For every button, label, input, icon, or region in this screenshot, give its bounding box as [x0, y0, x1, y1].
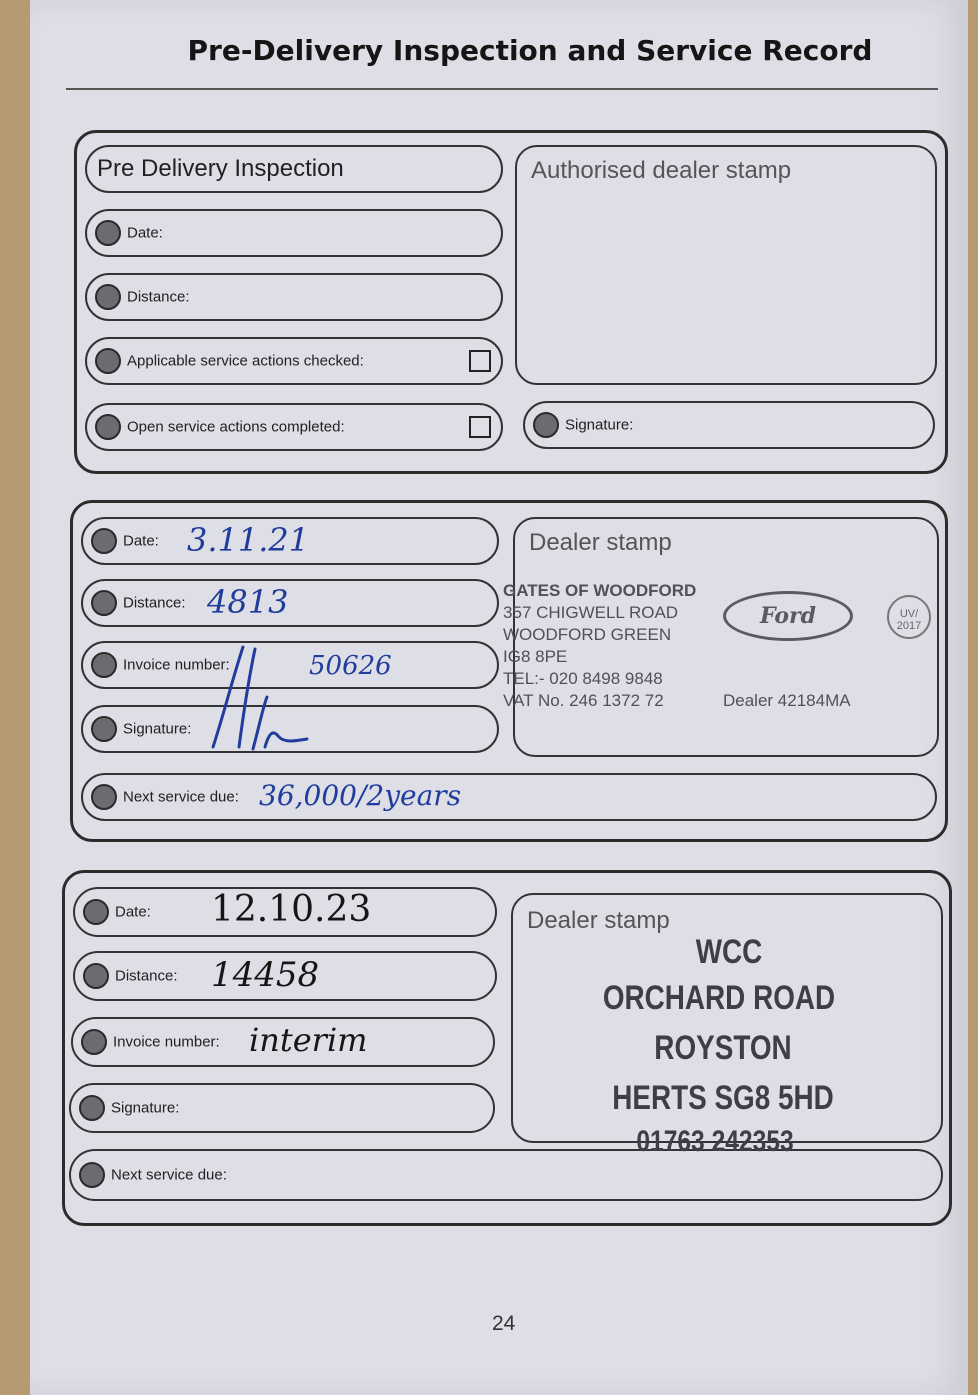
- service2-dealer-stamp-box: [511, 893, 943, 1158]
- service2-signature-label: Signature:: [111, 1099, 180, 1117]
- stamp-dealer-number: Dealer 42184MA: [723, 691, 851, 710]
- title-rule: [66, 88, 938, 90]
- service2-signature-field[interactable]: [69, 1083, 495, 1133]
- service1-signature-label: Signature:: [123, 720, 192, 738]
- stamp-line: WCC: [695, 933, 763, 971]
- service-actions-checkbox[interactable]: [469, 350, 491, 372]
- service-record-1: [70, 500, 948, 842]
- authorised-dealer-stamp-title: Authorised dealer stamp: [531, 157, 792, 184]
- bullet-icon: [83, 899, 109, 925]
- service2-date-value: 12.10.23: [211, 889, 372, 930]
- bullet-icon: [91, 590, 117, 616]
- service2-distance-field[interactable]: [73, 951, 497, 1001]
- page-title: Pre-Delivery Inspection and Service Record: [187, 34, 873, 67]
- pdi-distance-field[interactable]: [85, 273, 503, 321]
- ford-logo: Ford: [723, 591, 853, 641]
- bullet-icon: [79, 1095, 105, 1121]
- pdi-service-actions-field: [85, 337, 503, 385]
- stamp-line: 357 CHIGWELL ROAD: [503, 603, 679, 622]
- bullet-icon: [91, 716, 117, 742]
- pdi-signature-label: Signature:: [565, 416, 634, 434]
- bullet-icon: [95, 348, 121, 374]
- bullet-icon: [533, 412, 559, 438]
- service1-stamp-title: Dealer stamp: [529, 529, 672, 556]
- pdi-open-actions-label: Open service actions completed:: [127, 418, 345, 436]
- pdi-heading: [85, 145, 503, 193]
- service1-date-field[interactable]: [81, 517, 499, 565]
- service1-invoice-value: 50626: [309, 651, 392, 681]
- bullet-icon: [95, 414, 121, 440]
- open-actions-checkbox[interactable]: [469, 416, 491, 438]
- service1-distance-label: Distance:: [123, 594, 186, 612]
- authorised-dealer-stamp-box: [515, 145, 937, 385]
- service-record-page: [30, 0, 968, 1395]
- service2-date-field[interactable]: [73, 887, 497, 937]
- bullet-icon: [79, 1162, 105, 1188]
- bullet-icon: [91, 528, 117, 554]
- pdi-distance-label: Distance:: [127, 288, 190, 306]
- service1-distance-field[interactable]: [81, 579, 499, 627]
- service-record-2: [62, 870, 952, 1226]
- service2-distance-value: 14458: [211, 955, 320, 995]
- service2-invoice-label: Invoice number:: [113, 1033, 220, 1051]
- stamp-line: IG8 8PE: [503, 647, 568, 666]
- service1-dealer-stamp-box: [503, 517, 939, 757]
- stamp-line: TEL:- 020 8498 9848: [503, 669, 663, 688]
- service1-invoice-label: Invoice number:: [123, 656, 230, 674]
- bullet-icon: [91, 784, 117, 810]
- service2-invoice-field[interactable]: [71, 1017, 495, 1067]
- service1-next-service-field[interactable]: [81, 773, 937, 821]
- pdi-date-label: Date:: [127, 224, 163, 242]
- pdi-service-actions-label: Applicable service actions checked:: [127, 352, 364, 370]
- service1-date-label: Date:: [123, 532, 159, 550]
- service1-next-service-label: Next service due:: [123, 788, 239, 806]
- service2-invoice-value: interim: [249, 1021, 368, 1059]
- stamp-line: VAT No. 246 1372 72: [503, 691, 664, 710]
- stamp-line: ROYSTON: [654, 1029, 792, 1067]
- service1-signature-field[interactable]: [81, 705, 499, 753]
- service2-distance-label: Distance:: [115, 967, 178, 985]
- pdi-heading-text: Pre Delivery Inspection: [97, 155, 344, 182]
- service1-distance-value: 4813: [207, 583, 289, 621]
- stamp-line: 01763 242353: [636, 1125, 794, 1158]
- service2-date-label: Date:: [115, 903, 151, 921]
- service2-stamp-title: Dealer stamp: [527, 907, 670, 934]
- bullet-icon: [95, 220, 121, 246]
- bullet-icon: [83, 963, 109, 989]
- bullet-icon: [81, 1029, 107, 1055]
- service1-date-value: 3.11.21: [187, 521, 310, 559]
- stamp-line: HERTS SG8 5HD: [612, 1079, 834, 1117]
- bullet-icon: [95, 284, 121, 310]
- stamp-line: GATES OF WOODFORD: [503, 581, 697, 600]
- stamp-line: WOODFORD GREEN: [503, 625, 672, 644]
- pdi-date-field[interactable]: [85, 209, 503, 257]
- handwritten-signature: [203, 637, 313, 757]
- pdi-open-actions-field: [85, 403, 503, 451]
- page-number: 24: [492, 1312, 516, 1335]
- service1-next-service-value: 36,000/2years: [259, 779, 462, 812]
- pdi-signature-field[interactable]: [523, 401, 935, 449]
- pdi-section: [74, 130, 948, 474]
- uv-badge: UV/ 2017: [887, 595, 931, 639]
- service2-next-service-label: Next service due:: [111, 1166, 227, 1184]
- stamp-line: ORCHARD ROAD: [602, 979, 836, 1017]
- bullet-icon: [91, 652, 117, 678]
